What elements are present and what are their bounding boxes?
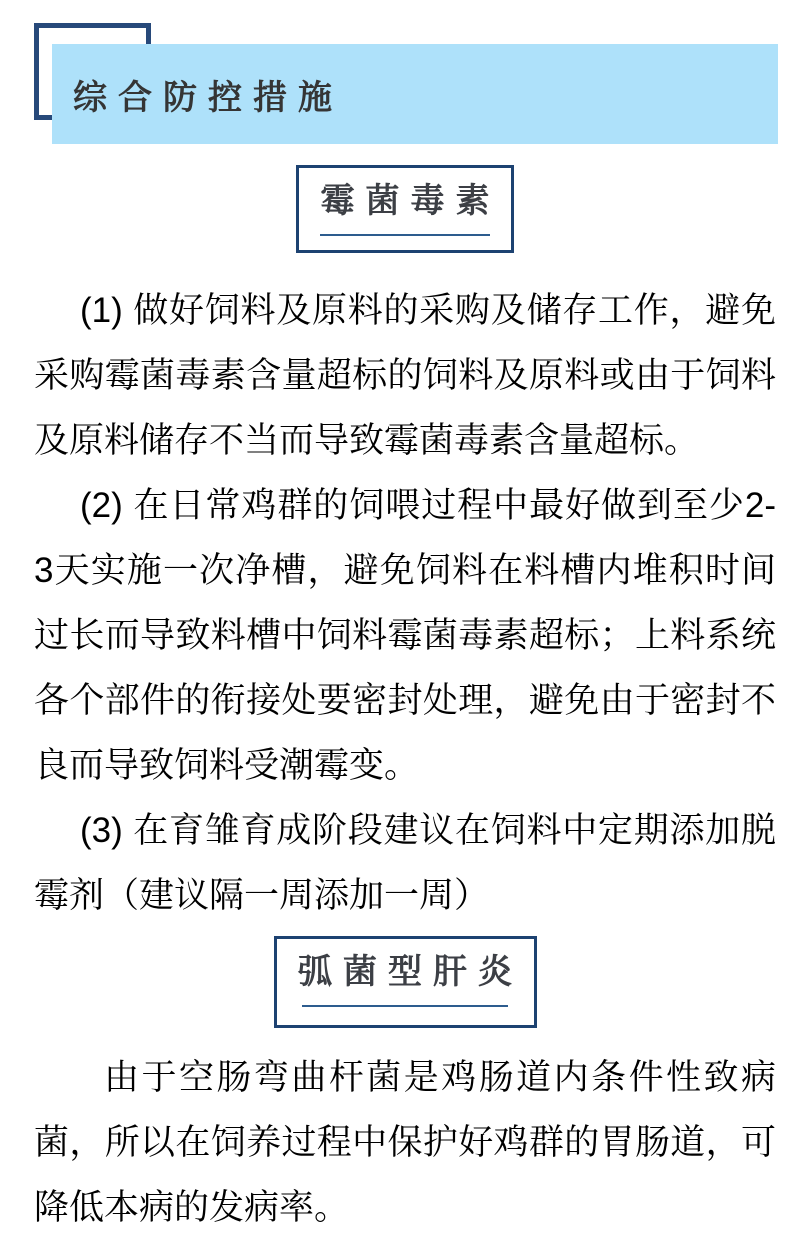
section-title-hepatitis: 弧菌型肝炎	[298, 953, 523, 991]
section-body-hepatitis	[34, 1045, 776, 1240]
paragraph-4: 由于空肠弯曲杆菌是鸡肠道内条件性致病菌，所以在饲养过程中保护好鸡群的胃肠道，可降低本病的发病率。	[34, 1058, 776, 1227]
header-banner	[52, 44, 778, 144]
paragraph-2: (2) 在日常鸡群的饲喂过程中最好做到至少2-3天实施一次净槽，避免饲料在料槽内堆积时间过长而导致料槽中饲料霉菌毒素超标；上料系统各个部件的衔接处要密封处理，避免由于密封不良而导致饲料受潮霉变。	[34, 486, 776, 785]
section-body-mycotoxin	[34, 278, 776, 928]
section-title-box-hepatitis	[274, 936, 537, 1028]
section-title-box-mycotoxin	[296, 165, 514, 253]
title-underline-decoration	[320, 234, 490, 236]
paragraph-3: (3) 在育雏育成阶段建议在饲料中定期添加脱霉剂（建议隔一周添加一周）	[34, 811, 776, 915]
page-title: 综合防控措施	[73, 78, 343, 117]
paragraph-1: (1) 做好饲料及原料的采购及储存工作，避免采购霉菌毒素含量超标的饲料及原料或由于饲料及原料储存不当而导致霉菌毒素含量超标。	[34, 291, 776, 460]
title-underline-decoration	[302, 1005, 508, 1007]
section-title-mycotoxin: 霉菌毒素	[320, 182, 501, 220]
header	[0, 0, 810, 144]
